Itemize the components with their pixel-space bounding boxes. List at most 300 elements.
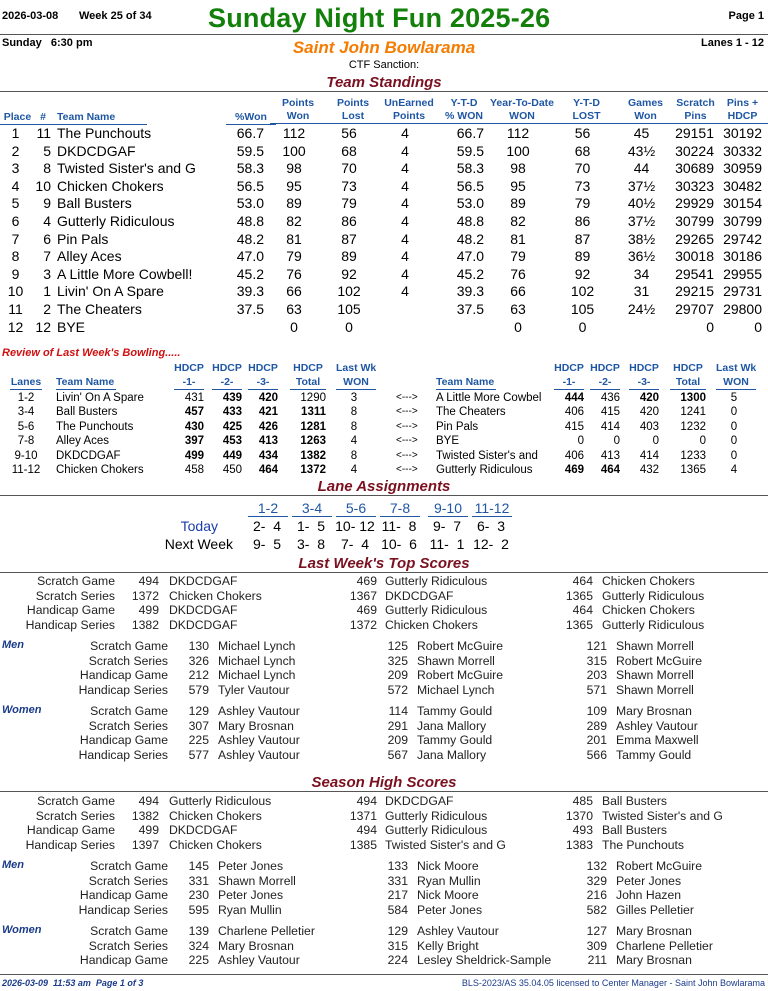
score-name: Michael Lynch <box>218 653 296 668</box>
review-col-header-top: HDCP <box>629 362 659 374</box>
score-value: 331 <box>188 873 209 888</box>
review-team2-score: 413 <box>600 449 620 462</box>
review-col-header-top: HDCP <box>212 362 242 374</box>
standings-cell: 6 <box>11 213 20 229</box>
score-value: 203 <box>586 668 607 682</box>
score-name: Robert McGuire <box>417 668 504 682</box>
review-col-team2-header: Team Name <box>436 376 495 388</box>
score-category-label: Scratch Series <box>88 653 168 668</box>
standings-cell: 66 <box>286 283 302 300</box>
score-value: 127 <box>586 924 607 938</box>
score-name: DKDCDGAF <box>385 794 454 808</box>
score-name: DKDCDGAF <box>169 823 238 837</box>
score-name: Nick Moore <box>417 859 479 873</box>
standings-cell: 4 <box>401 142 409 159</box>
standings-cell: 4 <box>401 230 409 247</box>
standings-cell: 79 <box>286 248 302 265</box>
score-name: Gutterly Ridiculous <box>385 823 488 837</box>
score-value: 225 <box>188 953 209 967</box>
review-team2: Pin Pals <box>436 420 479 433</box>
standings-cell: 102 <box>337 283 361 300</box>
standings-cell: A Little More Cowbell! <box>57 265 193 282</box>
standings-cell: 30186 <box>723 248 762 265</box>
header-divider <box>0 34 768 35</box>
standings-cell: 53.0 <box>456 195 484 212</box>
score-value: 469 <box>356 574 377 588</box>
lane-assignments-divider <box>0 495 768 496</box>
score-name: Ashley Vautour <box>218 747 300 762</box>
review-team2-score: 415 <box>564 420 584 433</box>
review-team2-score: 5 <box>730 392 738 404</box>
standings-cell: 29265 <box>675 230 714 247</box>
score-value: 125 <box>387 639 408 653</box>
standings-cell: 112 <box>282 125 306 141</box>
score-value: 1370 <box>565 808 593 823</box>
score-name: Gutterly Ridiculous <box>385 574 488 588</box>
review-col-header-bottom: -2- <box>212 376 242 390</box>
review-team2-score: 1241 <box>680 406 706 419</box>
standings-cell: 0 <box>290 318 298 335</box>
review-team1: The Punchouts <box>56 420 134 433</box>
standings-cell: 112 <box>506 125 530 141</box>
next-week-matchup: 7- 4 <box>340 536 369 552</box>
score-category-label: Handicap Game <box>26 603 115 617</box>
score-value: 129 <box>188 704 209 718</box>
lane-pair-header: 3-4 <box>292 500 332 517</box>
score-name: Michael Lynch <box>218 639 296 653</box>
score-value: 494 <box>138 574 159 588</box>
standings-cell: 12 <box>7 318 24 335</box>
standings-cell: Livin' On A Spare <box>57 283 164 300</box>
standings-cell: 48.8 <box>456 213 484 229</box>
score-category-label: Scratch Series <box>88 718 168 733</box>
score-name: Shawn Morrell <box>616 682 694 697</box>
score-value: 216 <box>586 888 607 902</box>
standings-cell: 56 <box>341 125 357 141</box>
col-points-lost-header: Points Lost <box>322 97 384 124</box>
sanction-label: CTF Sanction: <box>348 59 420 71</box>
today-matchup: 1- 5 <box>296 518 325 534</box>
score-value: 566 <box>586 747 607 762</box>
standings-cell: 89 <box>574 248 591 265</box>
standings-cell: 43½ <box>627 142 656 159</box>
score-category-label: Scratch Series <box>88 873 168 888</box>
score-name: DKDCDGAF <box>385 588 454 603</box>
standings-cell: 29955 <box>723 265 762 282</box>
lanes-range: Lanes 1 - 12 <box>701 37 764 49</box>
standings-cell: 4 <box>43 213 51 229</box>
standings-cell: 48.2 <box>236 230 264 247</box>
review-team1-score: 397 <box>184 435 204 448</box>
standings-cell: 87 <box>574 230 591 247</box>
score-name: Jana Mallory <box>417 747 487 762</box>
standings-cell: 48.2 <box>456 230 484 247</box>
standings-cell: 56 <box>574 125 591 141</box>
standings-divider <box>0 91 768 92</box>
review-team2-score: 403 <box>639 420 659 433</box>
next-week-matchup: 10- 6 <box>381 536 417 552</box>
score-name: Robert McGuire <box>616 859 703 873</box>
lane-pair-header: 5-6 <box>336 500 376 517</box>
review-team1-score: 464 <box>258 464 278 476</box>
next-week-matchup: 9- 5 <box>252 536 281 552</box>
score-value: 1365 <box>565 588 593 603</box>
standings-cell: 105 <box>337 301 361 317</box>
standings-cell: 63 <box>510 301 526 317</box>
review-team2: A Little More Cowbel <box>436 392 542 404</box>
score-value: 129 <box>387 924 408 938</box>
standings-cell: 4 <box>401 177 409 194</box>
score-name: Ashley Vautour <box>218 704 300 718</box>
standings-cell: 98 <box>510 160 526 177</box>
score-name: DKDCDGAF <box>169 574 238 588</box>
standings-cell: 9 <box>43 195 51 212</box>
review-title: Review of Last Week's Bowling..... <box>2 347 181 359</box>
standings-cell: 45 <box>633 125 650 141</box>
score-value: 1382 <box>131 808 159 823</box>
standings-cell: 4 <box>401 283 409 300</box>
review-team1: Chicken Chokers <box>56 464 144 476</box>
score-name: Shawn Morrell <box>616 639 694 653</box>
score-name: Ashley Vautour <box>616 718 698 733</box>
review-team2-score: 444 <box>564 392 584 404</box>
score-name: Jana Mallory <box>417 718 487 733</box>
standings-cell: 4 <box>401 265 409 282</box>
today-matchup: 6- 3 <box>476 518 505 534</box>
standings-cell: 95 <box>286 177 302 194</box>
review-team2-score: 432 <box>639 464 659 476</box>
col-ytd-pct-won-header: Y-T-D % WON <box>436 97 492 124</box>
review-col-header-top: HDCP <box>293 362 323 374</box>
standings-cell: 73 <box>341 177 357 194</box>
score-value: 329 <box>586 873 607 888</box>
standings-cell: 38½ <box>627 230 656 247</box>
standings-cell: 63 <box>286 301 302 317</box>
score-name: Tammy Gould <box>616 747 692 762</box>
col-place-header: Place <box>0 111 35 125</box>
score-value: 494 <box>356 823 377 837</box>
score-name: Ball Busters <box>602 794 668 808</box>
standings-cell: 29707 <box>675 301 714 317</box>
standings-cell: 31 <box>633 283 650 300</box>
standings-cell: 8 <box>11 248 20 265</box>
review-team1-score: 420 <box>258 392 278 404</box>
standings-cell: 44 <box>633 160 650 177</box>
review-team2-score: 406 <box>564 449 584 462</box>
review-vs-arrow: <---> <box>396 420 418 432</box>
score-name: Mary Brosnan <box>616 924 692 938</box>
standings-cell: 95 <box>510 177 526 194</box>
standings-cell: 39.3 <box>236 283 264 300</box>
col-games-won-header: Games Won <box>615 97 676 124</box>
score-name: Ball Busters <box>602 823 668 837</box>
score-name: Michael Lynch <box>218 668 296 682</box>
score-name: Kelly Bright <box>417 938 479 953</box>
review-col-header-top: HDCP <box>248 362 278 374</box>
score-value: 291 <box>387 718 408 733</box>
standings-cell: 86 <box>341 213 357 229</box>
standings-cell: 45.2 <box>236 265 264 282</box>
col-number-header: # <box>27 111 59 125</box>
review-team2-score: 1232 <box>680 420 706 433</box>
standings-cell: 0 <box>754 318 762 335</box>
review-team2-score: 0 <box>730 449 738 462</box>
standings-cell: 2 <box>11 142 20 159</box>
review-team2-score: 436 <box>600 392 620 404</box>
score-name: Mary Brosnan <box>218 718 294 733</box>
standings-cell: 66.7 <box>236 125 264 141</box>
standings-cell: 45.2 <box>456 265 484 282</box>
score-name: Twisted Sister's and G <box>385 837 506 852</box>
standings-cell: 73 <box>574 177 591 194</box>
score-category-label: Scratch Series <box>35 808 115 823</box>
score-name: Chicken Chokers <box>385 617 478 632</box>
score-value: 582 <box>586 902 607 917</box>
score-value: 209 <box>387 733 408 747</box>
standings-cell: 47.0 <box>236 248 264 265</box>
review-team1-score: 433 <box>222 406 242 419</box>
today-matchup: 2- 4 <box>252 518 281 534</box>
score-category-label: Handicap Game <box>79 668 168 682</box>
standings-cell: 53.0 <box>236 195 264 212</box>
review-vs-arrow: <---> <box>396 464 418 475</box>
score-name: John Hazen <box>616 888 682 902</box>
score-value: 225 <box>188 733 209 747</box>
next-week-matchup: 3- 8 <box>296 536 325 552</box>
score-category-label: Scratch Series <box>35 588 115 603</box>
score-name: Twisted Sister's and G <box>602 808 723 823</box>
standings-cell: 5 <box>11 195 20 212</box>
score-value: 212 <box>188 668 209 682</box>
standings-cell: 1 <box>11 125 20 141</box>
score-category-label: Scratch Game <box>90 924 168 938</box>
score-name: Ashley Vautour <box>218 953 300 967</box>
season-scores-divider <box>0 791 768 792</box>
standings-cell: DKDCDGAF <box>57 142 136 159</box>
score-value: 494 <box>138 794 159 808</box>
score-name: Tyler Vautour <box>218 682 290 697</box>
score-category-label: Handicap Game <box>79 953 168 967</box>
standings-cell: 5 <box>43 142 51 159</box>
review-team1: Ball Busters <box>56 406 118 419</box>
score-name: Ashley Vautour <box>417 924 499 938</box>
score-value: 572 <box>387 682 408 697</box>
standings-cell: Ball Busters <box>57 195 132 212</box>
standings-cell: 3 <box>11 160 20 177</box>
review-col-header-bottom: Total <box>670 376 706 390</box>
standings-cell: 29929 <box>675 195 714 212</box>
standings-cell: 0 <box>706 318 714 335</box>
standings-cell: The Punchouts <box>57 125 152 141</box>
score-value: 1367 <box>349 588 377 603</box>
score-category-label: Scratch Series <box>88 938 168 953</box>
score-name: Gutterly Ridiculous <box>385 603 488 617</box>
review-team1-score: 430 <box>184 420 204 433</box>
standings-cell: 0 <box>578 318 587 335</box>
score-name: Shawn Morrell <box>417 653 495 668</box>
review-team2: Gutterly Ridiculous <box>436 464 533 476</box>
score-value: 133 <box>387 859 408 873</box>
review-team1-score: 1382 <box>300 449 326 462</box>
standings-cell: 37.5 <box>236 301 264 317</box>
review-team1-score: 439 <box>222 392 242 404</box>
score-category-label: Scratch Game <box>90 704 168 718</box>
review-vs-arrow: <---> <box>396 392 418 403</box>
score-category-label: Handicap Game <box>79 733 168 747</box>
review-team1-score: 421 <box>258 406 278 419</box>
score-name: Gutterly Ridiculous <box>385 808 488 823</box>
col-pins-hdcp-header: Pins + HDCP <box>715 97 768 124</box>
standings-cell: 68 <box>574 142 591 159</box>
standings-cell: 10 <box>7 283 24 300</box>
standings-cell: 70 <box>341 160 357 177</box>
today-matchup: 11- 8 <box>381 518 417 534</box>
review-col-lanes-header: Lanes <box>10 376 42 388</box>
score-value: 464 <box>572 603 593 617</box>
standings-cell: 59.5 <box>456 142 484 159</box>
review-col-header-top: HDCP <box>590 362 620 374</box>
review-col-header-bottom: -2- <box>590 376 620 390</box>
review-team1-score: 1372 <box>300 464 326 476</box>
score-value: 309 <box>586 938 607 953</box>
women-section-label: Women <box>2 704 42 716</box>
standings-cell: 30799 <box>675 213 714 229</box>
review-col-header-top: HDCP <box>554 362 584 374</box>
review-team2-score: 0 <box>699 435 706 448</box>
standings-cell: 12 <box>35 318 51 335</box>
review-team1-score: 8 <box>350 420 358 433</box>
review-team1-score: 413 <box>258 435 278 448</box>
standings-cell: 30323 <box>675 177 714 194</box>
score-value: 595 <box>188 902 209 917</box>
review-col-header-top: Last Wk <box>716 362 757 374</box>
score-value: 499 <box>138 823 159 837</box>
review-lanes: 3-4 <box>17 406 35 419</box>
review-team2-score: 469 <box>564 464 584 476</box>
score-value: 211 <box>587 953 607 967</box>
standings-cell: 4 <box>401 195 409 212</box>
standings-cell: 58.3 <box>236 160 264 177</box>
standings-cell: 79 <box>574 195 591 212</box>
standings-cell: 81 <box>286 230 302 247</box>
standings-cell: 29541 <box>675 265 714 282</box>
review-col-header-bottom: Total <box>290 376 326 390</box>
score-value: 584 <box>387 902 408 917</box>
score-value: 1382 <box>131 617 159 632</box>
score-category-label: Handicap Series <box>78 902 168 917</box>
standings-cell: 0 <box>514 318 522 335</box>
women-section-label: Women <box>2 924 42 936</box>
standings-cell: 66 <box>510 283 526 300</box>
lane-pair-header: 11-12 <box>472 500 512 517</box>
standings-cell: 10 <box>35 177 51 194</box>
score-name: DKDCDGAF <box>169 603 238 617</box>
today-matchup: 10- 12 <box>335 518 375 534</box>
next-week-matchup: 12- 2 <box>473 536 509 552</box>
review-col-header-bottom: -3- <box>248 376 278 390</box>
score-name: The Punchouts <box>602 837 684 852</box>
score-name: Charlene Pelletier <box>616 938 713 953</box>
review-team2-score: 0 <box>730 420 738 433</box>
review-col-header-top: HDCP <box>673 362 703 374</box>
standings-cell: 30689 <box>675 160 714 177</box>
score-value: 1372 <box>349 617 377 632</box>
score-name: Gutterly Ridiculous <box>602 617 705 632</box>
next-week-label: Next Week <box>164 536 233 552</box>
standings-cell: 40½ <box>627 195 656 212</box>
score-name: Shawn Morrell <box>218 873 296 888</box>
score-value: 494 <box>356 794 377 808</box>
review-col-header-bottom: -1- <box>174 376 204 390</box>
review-team1-score: 457 <box>184 406 204 419</box>
standings-cell: 92 <box>574 265 591 282</box>
standings-cell: 11 <box>8 301 23 317</box>
day-time: Sunday 6:30 pm <box>2 37 93 49</box>
standings-cell: 39.3 <box>456 283 484 300</box>
review-team2-score: 1233 <box>680 449 706 462</box>
standings-cell: 8 <box>43 160 51 177</box>
review-team2-score: 1300 <box>680 392 706 404</box>
standings-cell: Pin Pals <box>57 230 109 247</box>
standings-cell: 11 <box>36 125 51 141</box>
standings-cell: 76 <box>286 265 302 282</box>
score-value: 493 <box>572 823 593 837</box>
review-lanes: 5-6 <box>17 420 35 433</box>
lane-pair-header: 1-2 <box>248 500 288 517</box>
review-team1-score: 450 <box>222 464 242 476</box>
review-team2-score: 420 <box>639 406 659 419</box>
review-team1: DKDCDGAF <box>56 449 121 462</box>
score-name: Chicken Chokers <box>602 603 695 617</box>
review-col-header-bottom: -1- <box>554 376 584 390</box>
men-section-label: Men <box>2 859 24 871</box>
top-scores-title: Last Week's Top Scores <box>298 555 470 572</box>
page-number: Page 1 <box>728 10 764 22</box>
score-value: 114 <box>388 704 408 718</box>
score-value: 331 <box>387 873 408 888</box>
footer-license: BLS-2023/AS 35.04.05 licensed to Center Manager - Saint John Bowlarama <box>461 978 765 988</box>
review-team2-score: 0 <box>652 435 659 448</box>
score-name: Gutterly Ridiculous <box>169 794 272 808</box>
score-name: Nick Moore <box>417 888 479 902</box>
score-category-label: Handicap Series <box>25 617 115 632</box>
men-section-label: Men <box>2 639 24 651</box>
standings-cell: 89 <box>510 195 526 212</box>
standings-cell: 30154 <box>723 195 762 212</box>
score-value: 139 <box>188 924 209 938</box>
score-name: DKDCDGAF <box>169 617 238 632</box>
review-team2-score: 0 <box>577 435 584 448</box>
standings-cell: 98 <box>286 160 302 177</box>
standings-cell: Chicken Chokers <box>57 177 164 194</box>
score-value: 289 <box>586 718 607 733</box>
today-label: Today <box>180 518 218 534</box>
footer-print-info: 2026-03-09 11:53 am Page 1 of 3 <box>2 978 144 988</box>
score-category-label: Scratch Game <box>90 859 168 873</box>
footer-divider <box>0 974 768 975</box>
review-team2: BYE <box>436 435 460 448</box>
score-value: 1397 <box>131 837 159 852</box>
score-value: 469 <box>356 603 377 617</box>
review-team1-score: 426 <box>258 420 278 433</box>
score-name: Lesley Sheldrick-Sample <box>417 953 552 967</box>
standings-cell: 56.5 <box>236 177 264 194</box>
col-unearned-points-header: UnEarned Points <box>378 97 440 124</box>
score-value: 130 <box>188 639 209 653</box>
standings-cell: 89 <box>286 195 302 212</box>
standings-cell: 29151 <box>675 125 714 141</box>
standings-cell: 30799 <box>723 213 762 229</box>
